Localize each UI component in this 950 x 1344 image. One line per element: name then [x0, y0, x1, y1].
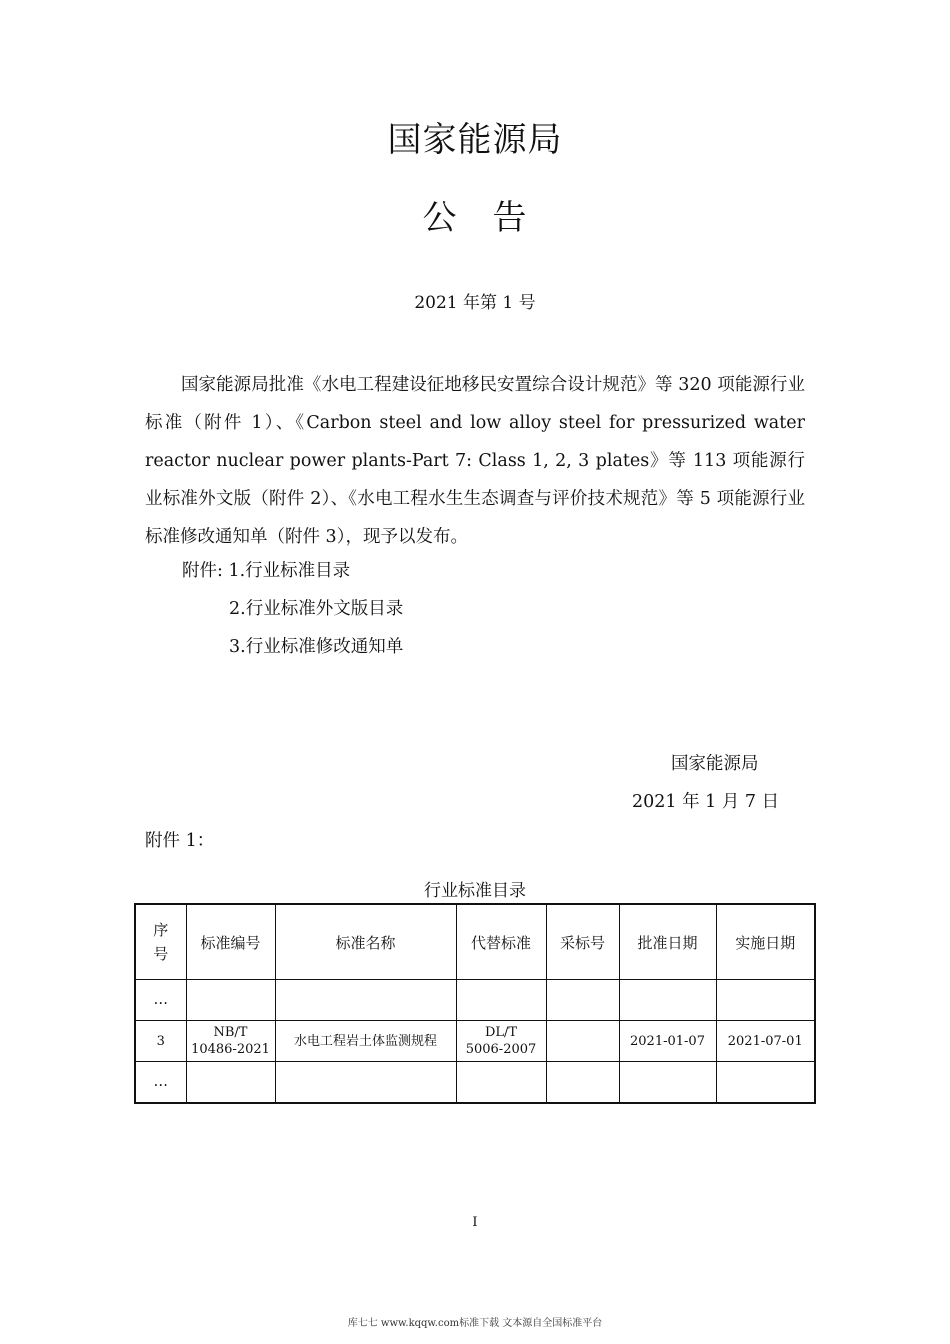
announcement-body: 国家能源局批准《水电工程建设征地移民安置综合设计规范》等 320 项能源行业标准（附件 1）、《Carbon steel and low alloy steel for pressurized water reactor nuclear power plants-Part 7: Class 1, 2, 3 plates》等 113 项能源行业标准外文版（附件 2）、《水电工程水生生态调查与评价技术规范》等 5 项能源行业标准修改通知单（附件 3），现予以发布。 — [145, 375, 805, 547]
doc-type-title: 公 告 — [422, 198, 528, 238]
cell-replaces — [456, 1062, 546, 1104]
cell-std-name — [275, 980, 456, 1021]
cell-approval-date: 2021-01-07 — [619, 1021, 716, 1062]
cell-replaces — [456, 1021, 546, 1062]
footer-watermark: 库七七 www.kqqw.com标准下载 文本源自全国标准平台 — [347, 1318, 603, 1329]
cell-std-name — [275, 1062, 456, 1104]
table-header-row — [135, 904, 815, 980]
header-seq-line1: 序 — [153, 921, 169, 939]
cell-std-no — [186, 1021, 275, 1062]
cell-seq: … — [135, 980, 186, 1021]
table-row — [135, 1062, 815, 1104]
header-effective-date: 实施日期 — [716, 904, 815, 980]
cell-std-no — [186, 1062, 275, 1104]
cell-effective-date: 2021-07-01 — [716, 1021, 815, 1062]
std-no-code: 10486-2021 — [191, 1042, 270, 1057]
std-no-prefix: NB/T — [213, 1025, 248, 1040]
org-title: 国家能源局 — [387, 120, 563, 160]
table-row — [135, 980, 815, 1021]
header-seq — [135, 904, 186, 980]
cell-adopted — [546, 1021, 619, 1062]
table-title: 行业标准目录 — [424, 881, 526, 901]
header-std-name: 标准名称 — [275, 904, 456, 980]
signature-date: 2021 年 1 月 7 日 — [632, 792, 780, 812]
annex-label: 附件 1： — [145, 831, 215, 851]
header-replaces: 代替标准 — [456, 904, 546, 980]
cell-approval-date — [619, 1062, 716, 1104]
header-adopted: 采标号 — [546, 904, 619, 980]
attachment-item-2: 2.行业标准外文版目录 — [229, 599, 404, 619]
header-seq-line2: 号 — [153, 945, 169, 963]
header-approval-date: 批准日期 — [619, 904, 716, 980]
replaces-prefix: DL/T — [484, 1025, 518, 1040]
cell-adopted — [546, 980, 619, 1021]
cell-adopted — [546, 1062, 619, 1104]
cell-seq: 3 — [135, 1021, 186, 1062]
table-row — [135, 1021, 815, 1062]
replaces-code: 5006-2007 — [465, 1042, 537, 1057]
page-number: I — [472, 1215, 478, 1230]
issue-number: 2021 年第 1 号 — [414, 293, 536, 313]
cell-std-name: 水电工程岩土体监测规程 — [275, 1021, 456, 1062]
cell-effective-date — [716, 980, 815, 1021]
cell-effective-date — [716, 1062, 815, 1104]
cell-seq: … — [135, 1062, 186, 1104]
cell-std-no — [186, 980, 275, 1021]
standards-table — [134, 903, 816, 1104]
cell-replaces — [456, 980, 546, 1021]
header-std-no: 标准编号 — [186, 904, 275, 980]
cell-approval-date — [619, 980, 716, 1021]
attachment-item-3: 3.行业标准修改通知单 — [229, 637, 404, 657]
signature-org: 国家能源局 — [671, 754, 759, 774]
attachment-item-1: 附件: 1.行业标准目录 — [182, 561, 351, 581]
